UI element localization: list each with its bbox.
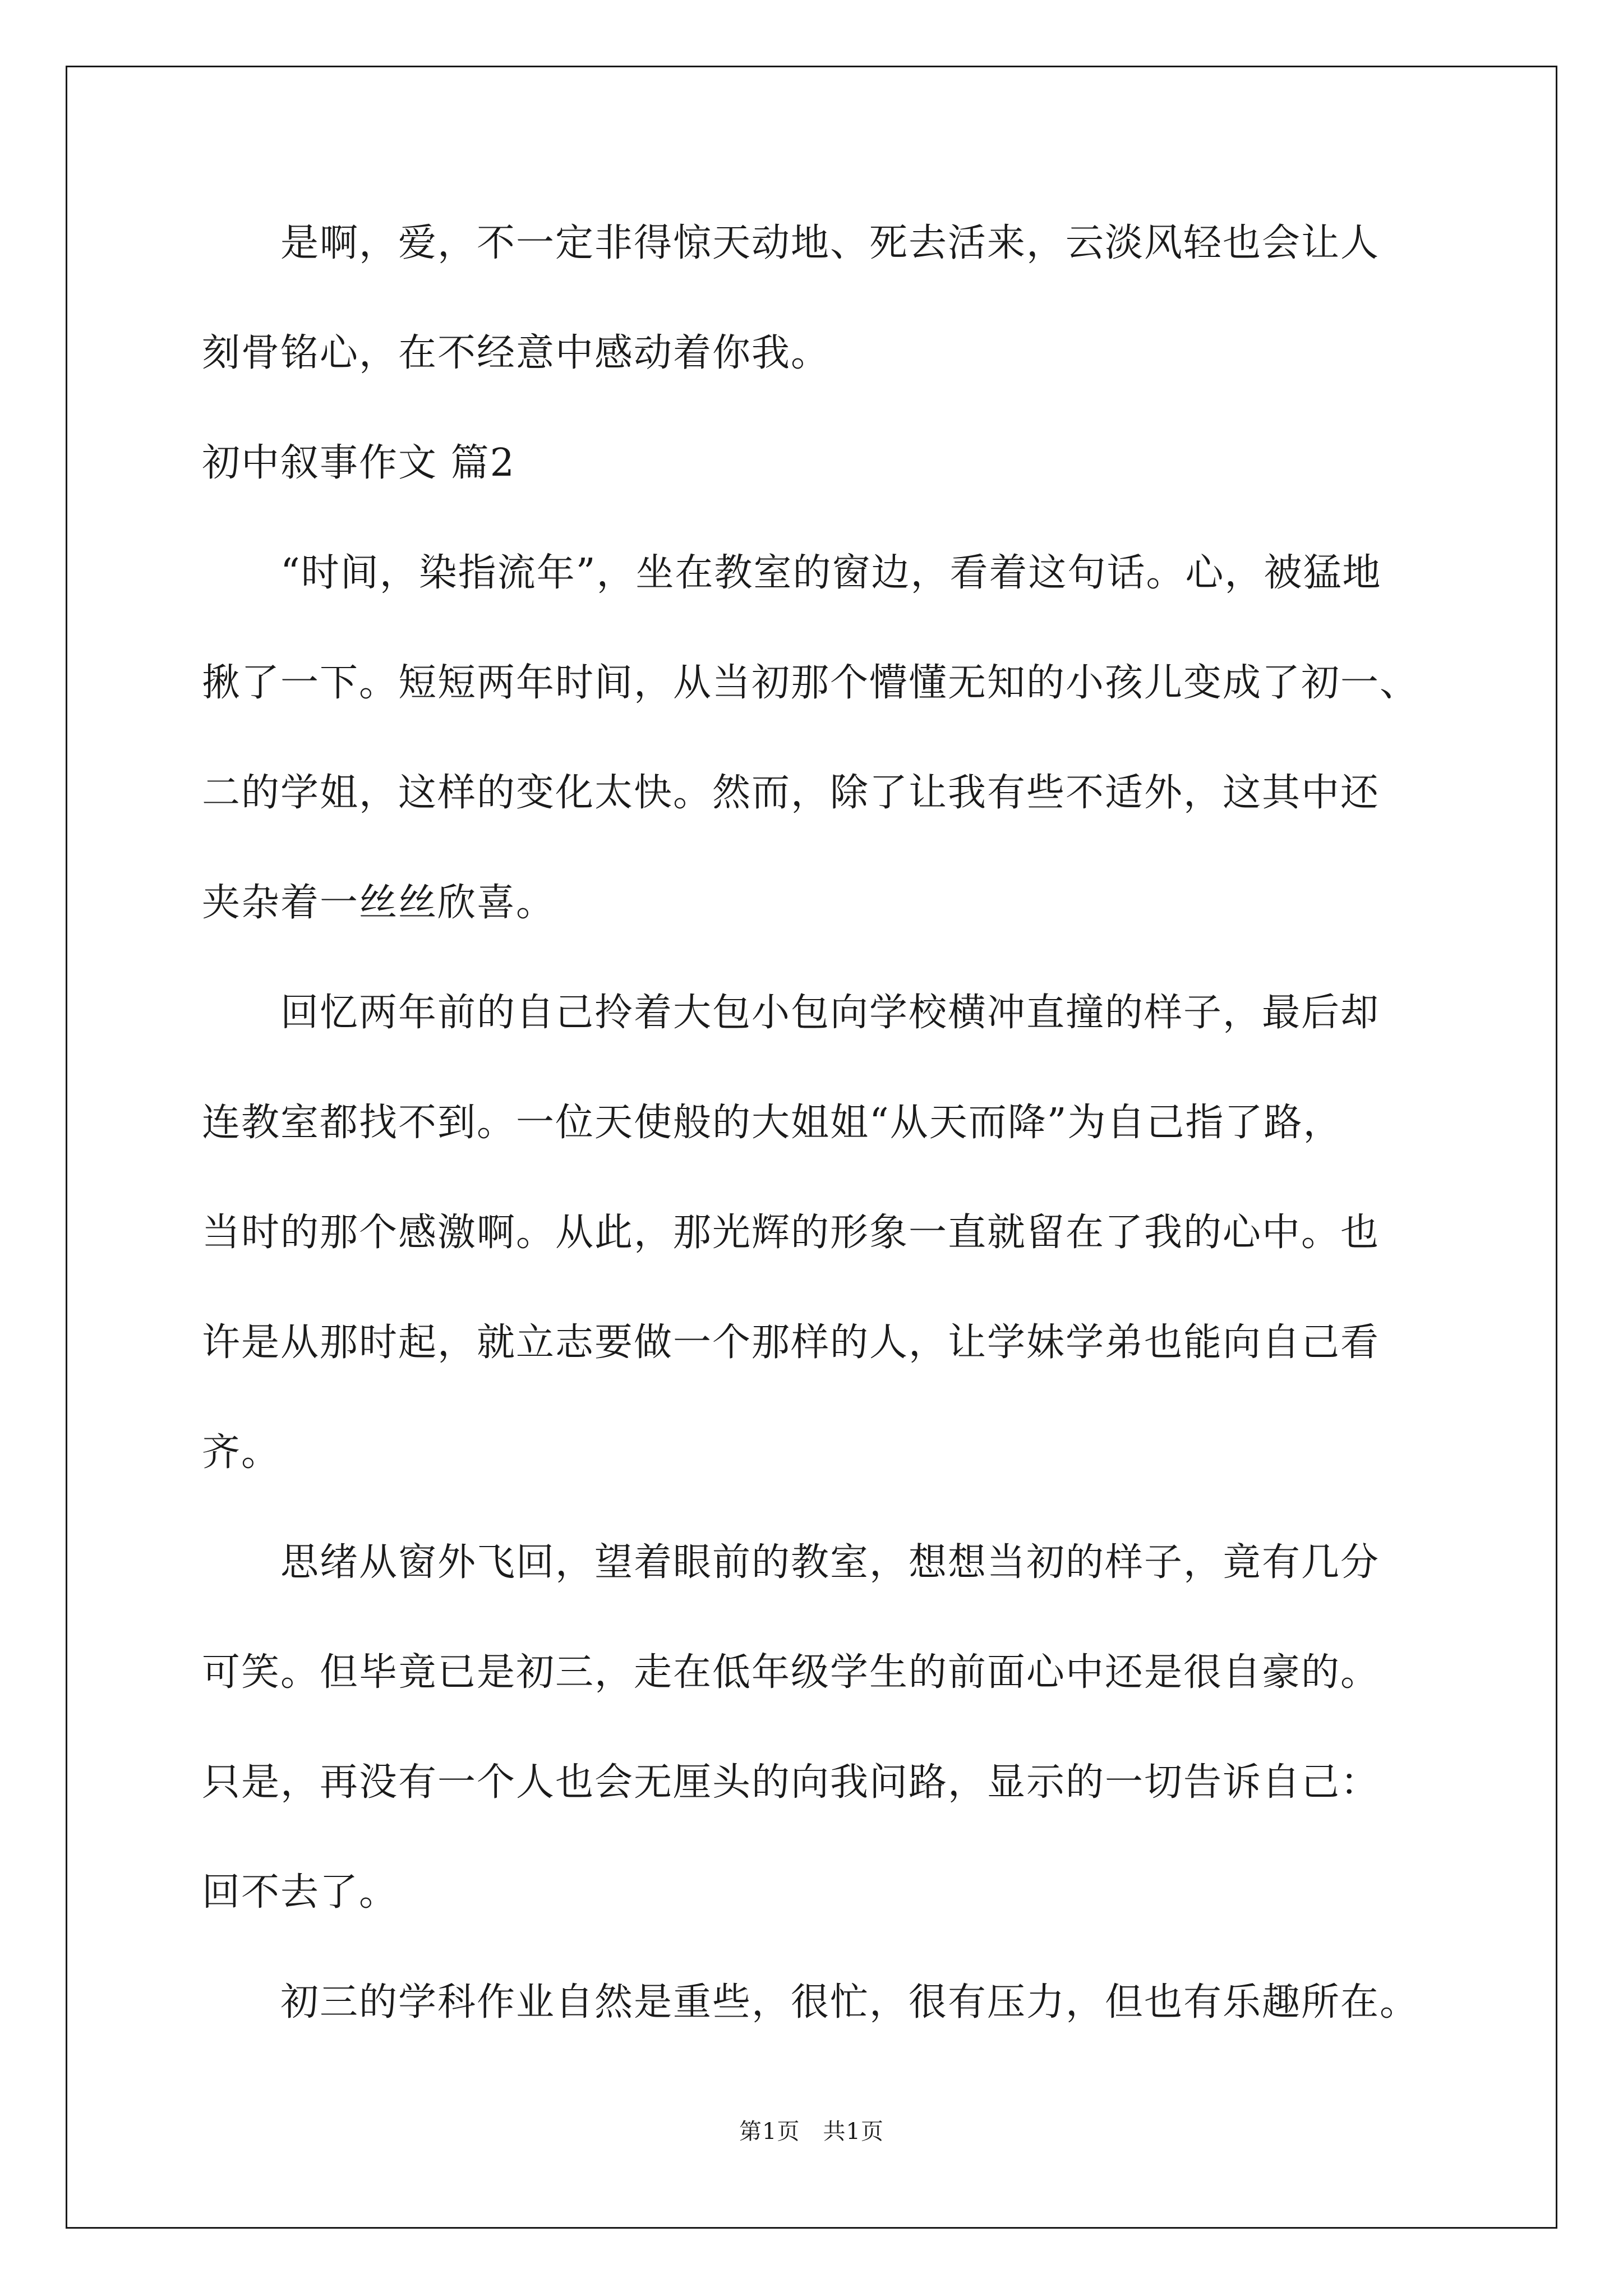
text-line: 二的学姐，这样的变化太快。然而，除了让我有些不适外，这其中还 — [202, 771, 1380, 815]
text-line: 初三的学科作业自然是重些，很忙，很有压力，但也有乐趣所在。 — [202, 1980, 1419, 2024]
text-line: 是啊，爱，不一定非得惊天动地、死去活来，云淡风轻也会让人 — [202, 221, 1380, 265]
text-line: 连教室都找不到。一位天使般的大姐姐“从天而降”为自己指了路， — [202, 1101, 1343, 1145]
page-number-footer: 第1页 共1页 — [739, 2119, 884, 2145]
text-line: 揪了一下。短短两年时间，从当初那个懵懂无知的小孩儿变成了初一、 — [202, 661, 1419, 705]
text-line: 夹杂着一丝丝欣喜。 — [202, 881, 556, 925]
text-line: 可笑。但毕竟已是初三，走在低年级学生的前面心中还是很自豪的。 — [202, 1650, 1380, 1695]
text-line: 回忆两年前的自己拎着大包小包向学校横冲直撞的样子，最后却 — [202, 991, 1380, 1035]
text-line: 当时的那个感激啊。从此，那光辉的形象一直就留在了我的心中。也 — [202, 1211, 1380, 1255]
text-line: 刻骨铭心，在不经意中感动着你我。 — [202, 331, 831, 375]
text-line: 许是从那时起，就立志要做一个那样的人，让学妹学弟也能向自己看 — [202, 1320, 1380, 1365]
text-line: 只是，再没有一个人也会无厘头的向我问路，显示的一切告诉自己： — [202, 1760, 1380, 1805]
section-heading: 初中叙事作文 篇2 — [202, 441, 515, 485]
text-line: 回不去了。 — [202, 1870, 399, 1915]
text-line: 齐。 — [202, 1430, 281, 1475]
text-line: “时间，染指流年”，坐在教室的窗边，看着这句话。心，被猛地 — [202, 551, 1382, 595]
text-line: 思绪从窗外飞回，望着眼前的教室，想想当初的样子，竟有几分 — [202, 1540, 1380, 1585]
